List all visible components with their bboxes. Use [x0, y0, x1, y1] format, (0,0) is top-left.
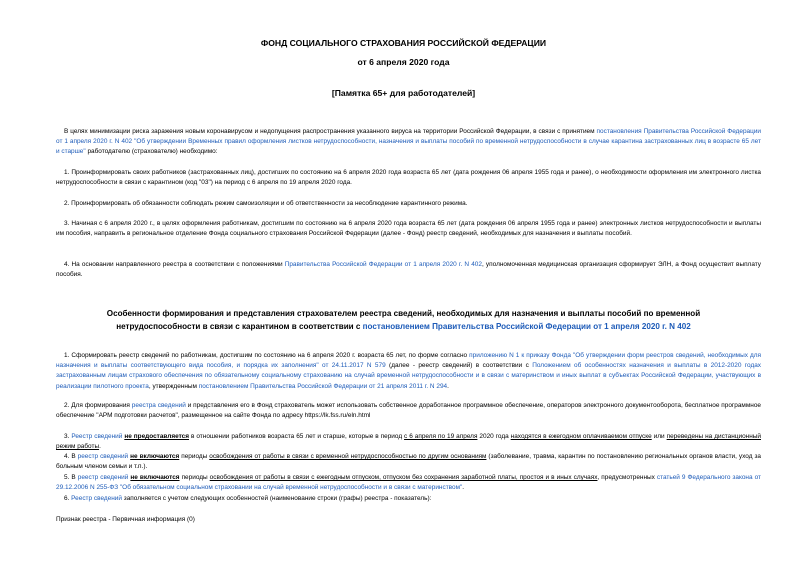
section-heading-line2: нетрудоспособности в связи с карантином в соответствии с постановлением Правительства Российской Федерации от 1 апреля 2020 г. N 402	[116, 321, 691, 331]
section-decree-link[interactable]: постановлением Правительства Российской Федерации от 1 апреля 2020 г. N 402	[362, 321, 691, 331]
point-5-registry-link[interactable]: реестр сведений	[77, 474, 129, 481]
registry-attribute-line: Признак реестра - Первичная информация (0)	[56, 516, 195, 523]
point-6-registry-link[interactable]: Реестр сведений	[71, 495, 122, 502]
header-date: от 6 апреля 2020 года	[357, 57, 450, 67]
item-2: 2. Проинформировать об обязанности соблюдать режим самоизоляции и об ответственности за несоблюдение карантинного режима.	[64, 200, 468, 207]
point-4-registry-link[interactable]: реестр сведений	[77, 453, 129, 460]
point-5: 5. В реестр сведений не включаются периоды освобождения от работы в связи с ежегодным отпуском, отпуском без сохранения заработной платы, простоя и в иных случаях, предусмотренных статьей 9 Федерального закона от 29.12.2006 N 255-ФЗ "Об обязательном социальном страховании на случай временной нетрудоспособности и в связи с материнством".	[56, 474, 761, 492]
point-6: 6. Реестр сведений заполняется с учетом следующих особенностей (наименование строки (графы) реестра - показатель):	[64, 495, 432, 502]
point-3: 3. Реестр сведений не предоставляется в отношении работников возраста 65 лет и старше, которые в период с 6 апреля по 19 апреля 2020 года находятся в ежегодном оплачиваемом отпуске или переведены на дистанционный режим работы.	[56, 433, 761, 451]
intro-decree-link[interactable]: постановления Правительства Российской Федерации от 1 апреля 2020 г. N 402 "Об утверждении Временных правил оформления листков нетрудоспособности, назначения и выплаты пособий по временной нетрудоспособности в случае карантина застрахованных лиц в возрасте 65 лет и старше"	[56, 128, 762, 156]
point-3-registry-link[interactable]: Реестр сведений	[71, 433, 123, 440]
header-org: ФОНД СОЦИАЛЬНОГО СТРАХОВАНИЯ РОССИЙСКОЙ ФЕДЕРАЦИИ	[260, 38, 547, 48]
item-1: 1. Проинформировать своих работников (застрахованных лиц), достигших по состоянию на 6 апреля 2020 года возраста 65 лет (дата рождения 06 апреля 1955 года и ранее), о необходимости оформления им электронного листка нетрудоспособности в связи с карантином (код "03") на период с 6 апреля по 19 апреля 2020 года.	[56, 169, 761, 187]
point-5-law-link[interactable]: статьей 9 Федерального закона от 29.12.2006 N 255-ФЗ "Об обязательном социальном страховании на случай временной нетрудоспособности и в связи с материнством"	[56, 474, 761, 492]
section-heading-line1: Особенности формирования и представления страхователем реестра сведений, необходимых для назначения и выплаты пособий по временной	[106, 309, 701, 318]
point-4: 4. В реестр сведений не включаются периоды освобождения от работы в связи с временной нетрудоспособностью по другим основаниям (заболевание, травма, карантин по постановлению региональных органов власти, уход за больным членом семьи и т.п.).	[56, 453, 761, 471]
point-1-regulation-link[interactable]: Положением об особенностях назначения и выплаты в 2012-2020 годах застрахованным лицам страхового обеспечения по обязательному социальному страхованию на случай временной нетрудоспособности и в связи с материнством и иных выплат в субъектах Российской Федерации, участвующих в реализации пилотного проекта	[56, 362, 761, 390]
point-1-decree-link[interactable]: постановлением Правительства Российской Федерации от 21 апреля 2011 г. N 294	[198, 382, 448, 390]
point-2-registry-link[interactable]: реестра сведений	[131, 402, 186, 409]
item-3: 3. Начиная с 6 апреля 2020 г., в целях оформления работникам, достигшим по состоянию на 6 апреля 2020 года возраста 65 лет (дата рождения 06 апреля 1955 года и ранее) электронных листков нетрудоспособности и выплаты им пособия, направить в региональное отделение Фонда социального страхования Российской Федерации (далее - Фонд) реестр сведений, необходимых для назначения и выплаты пособий.	[56, 220, 761, 238]
point-1-order-link[interactable]: приложению N 1 к приказу Фонда "Об утверждении форм реестров сведений, необходимых для назначения и выплаты соответствующего вида пособия, и порядка их заполнения" от 24.11.2017 N 579	[56, 352, 761, 370]
point-2: 2. Для формирования реестра сведений и представления его в Фонд страхователь может использовать собственное доработанное программное обеспечение, операторов электронного документооборота, бесплатное программное обеспечение "АРМ подготовки расчетов", размещенное на сайте Фонда по адресу https://lk.fss.ru/eln.html	[56, 402, 761, 420]
intro-paragraph: В целях минимизации риска заражения новым коронавирусом и недопущения распространения указанного вируса на территории Российской Федерации, в связи с принятием постановления Правительства Российской Федерации от 1 апреля 2020 г. N 402 "Об утверждении Временных правил оформления листков нетрудоспособности, назначения и выплаты пособий по временной нетрудоспособности в случае карантина застрахованных лиц в возрасте 65 лет и старше" работодателю (страхователю) необходимо:	[56, 128, 762, 156]
item-4-decree-link[interactable]: Правительства Российской Федерации от 1 апреля 2020 г. N 402	[284, 261, 482, 268]
item-4: 4. На основании направленного реестра в соответствии с положениями Правительства Российской Федерации от 1 апреля 2020 г. N 402, уполномоченная медицинская организация сформирует ЭЛН, а Фонд осуществит выплату пособия.	[56, 261, 761, 279]
point-1: 1. Сформировать реестр сведений по работникам, достигшим по состоянию на 6 апреля 2020 г. возраста 65 лет, по форме согласно приложению N 1 к приказу Фонда "Об утверждении форм реестров сведений, необходимых для назначения и выплаты соответствующего вида пособия, и порядка их заполнения" от 24.11.2017 N 579 (далее - реестр сведений) в соответствии с Положением об особенностях назначения и выплаты в 2012-2020 годах застрахованным лицам страхового обеспечения по обязательному социальному страхованию на случай временной нетрудоспособности и в связи с материнством и иных выплат в субъектах Российской Федерации, участвующих в реализации пилотного проекта, утвержденным постановлением Правительства Российской Федерации от 21 апреля 2011 г. N 294.	[56, 352, 761, 390]
section-heading	[60, 308, 747, 333]
header-title: [Памятка 65+ для работодателей]	[331, 88, 476, 98]
